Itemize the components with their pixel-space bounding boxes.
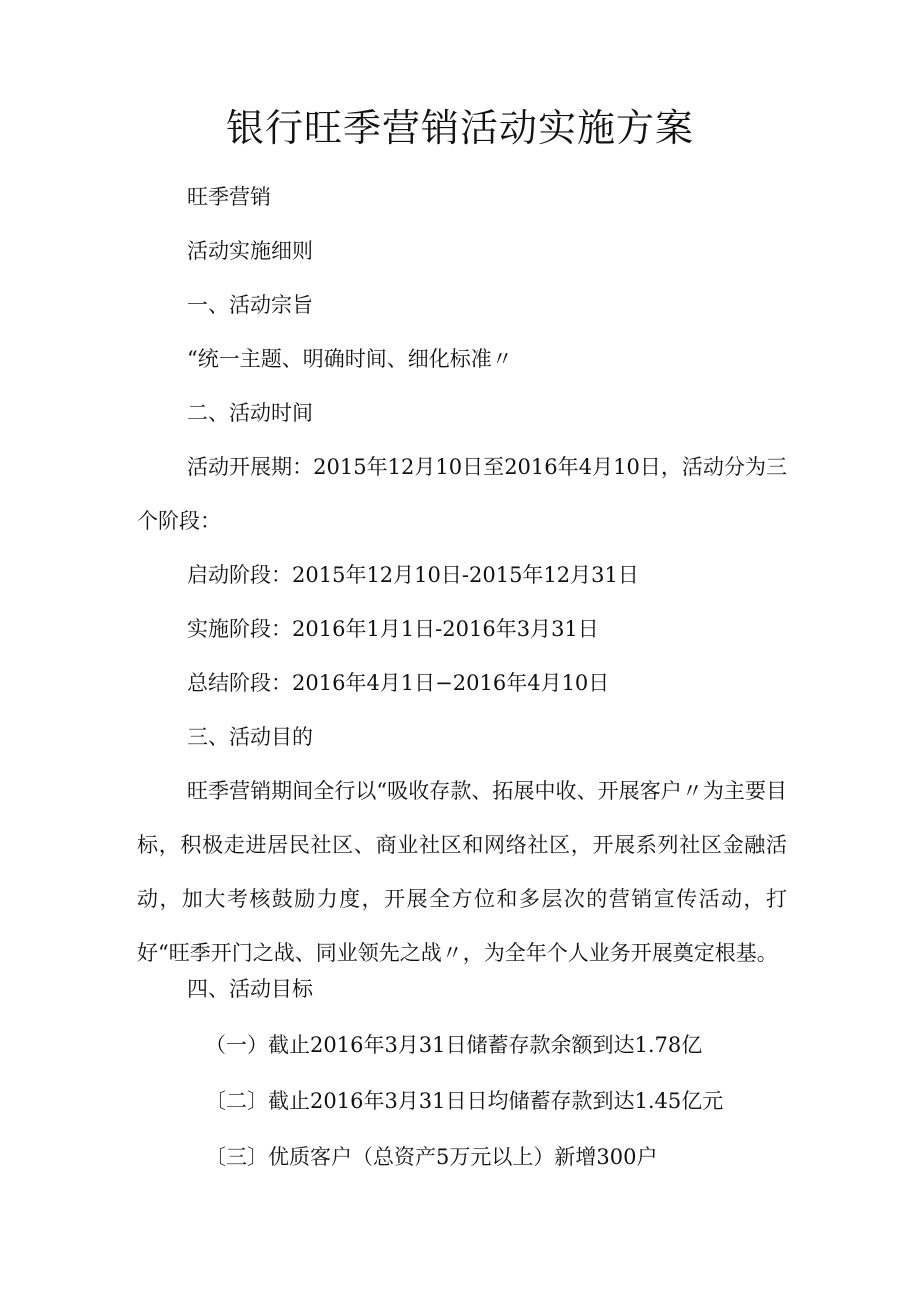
document-title: 银行旺季营销活动实施方案 (225, 106, 694, 150)
activity-period-paragraph: 活动开展期：2015年12月10日至2016年4月10日，活动分为三个阶段： (137, 455, 787, 533)
objective-paragraph: 旺季营销期间全行以“吸收存款、拓展中收、开展客户〃为主要目标，积极走进居民社区、商业社区和网络社区，开展系列社区金融活动，加大考核鼓励力度，开展全方位和多层次的营销宣传活动，打好“旺季开门之战、同业领先之战〃，为全年个人业务开展奠定根基。 (137, 779, 787, 965)
stage-launch: 启动阶段：2015年12月10日-2015年12月31日 (187, 563, 639, 587)
stage-summary: 总结阶段：2016年4月1日−2016年4月10日 (187, 671, 610, 695)
purpose-slogan: “统一主题、明确时间、细化标准〃 (187, 347, 513, 371)
subtitle-implementation-rules: 活动实施细则 (187, 239, 313, 263)
section-heading-targets: 四、活动目标 (187, 977, 313, 1001)
target-item-2: 〔二〕截止2016年3月31日日均储蓄存款到达1.45亿元 (205, 1089, 724, 1113)
stage-implementation: 实施阶段：2016年1月1日-2016年3月31日 (187, 617, 599, 641)
target-item-1: （一）截止2016年3月31日储蓄存款余额到达1.78亿 (205, 1033, 703, 1057)
subtitle-wangji-marketing: 旺季营销 (187, 185, 271, 209)
target-item-3: 〔三〕优质客户（总资产5万元以上）新增300户 (205, 1145, 658, 1169)
section-heading-time: 二、活动时间 (187, 401, 313, 425)
section-heading-purpose: 一、活动宗旨 (187, 293, 313, 317)
section-heading-objective: 三、活动目的 (187, 725, 313, 749)
